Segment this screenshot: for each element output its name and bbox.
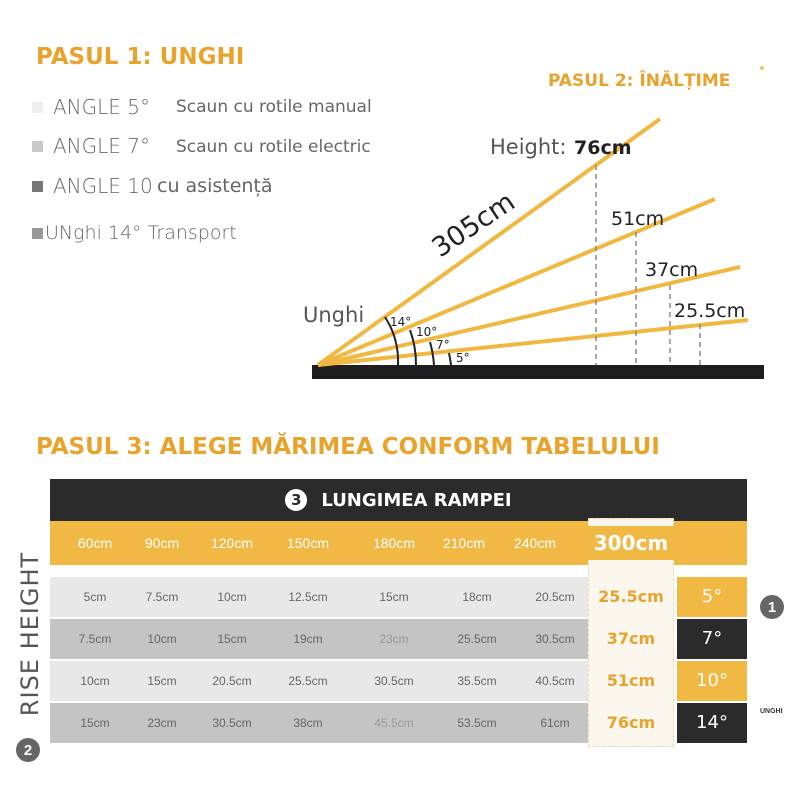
length-cell: 240cm [513,535,557,551]
table-cell: 7.5cm [78,632,112,646]
table-cell: 30.5cm [374,674,414,688]
angle-cell: 5° [677,577,747,617]
highlight-cell: 76cm [606,713,656,732]
table-cell: 35.5cm [457,674,497,688]
angle-14: 14° [390,315,412,329]
table-cell: 10cm [217,590,247,604]
table-cell: 23cm [147,716,177,730]
table-cell: 53.5cm [457,716,497,730]
length-cell: 180cm [372,535,416,551]
table-cell: 30.5cm [212,716,252,730]
angle-cell: 10° [677,661,747,701]
table-cell: 25.5cm [288,674,328,688]
table-cell: 10cm [80,674,110,688]
angle-7: 7° [436,338,450,352]
legend-angle: ANGLE 10 [53,174,153,198]
highlight-cell: 37cm [606,629,656,648]
table-row [50,661,588,701]
angle-cell: 14° [677,703,747,743]
table-row [50,703,588,743]
angle-number-badge: 1 [760,595,784,619]
length-cell: 60cm [77,535,113,551]
table-cell: 45.5cm [374,716,414,730]
ramp-length: 305cm [426,186,521,264]
highlight-length: 300cm [588,526,674,560]
table-cell: 15cm [80,716,110,730]
legend-use: Scaun cu rotile manual [176,97,372,117]
table-cell: 20.5cm [212,674,252,688]
rise-number-badge: 2 [16,738,40,762]
table-cell: 20.5cm [535,590,575,604]
height-37: 37cm [645,259,699,281]
table-cell: 15cm [147,674,177,688]
length-cell: 90cm [144,535,180,551]
step-number-badge: 3 [285,489,307,511]
highlight-cell: 25.5cm [598,587,664,606]
highlight-cell: 51cm [606,671,656,690]
angle-cell: 7° [677,619,747,659]
height-76: 76cm [574,137,632,159]
table-cell: 15cm [217,632,247,646]
table-cell: 5cm [83,590,107,604]
legend-angle: UNghi 14° Transport [45,222,237,244]
ground-bar [312,365,764,379]
table-row [50,619,588,659]
table-header-label: LUNGIMEA RAMPEI [321,489,512,511]
height-51: 51cm [611,208,665,230]
step1-title: PASUL 1: UNGHI [36,44,245,70]
unghi-label: Unghi [303,303,365,327]
table-cell: 15cm [379,590,409,604]
table-cell: 23cm [379,632,409,646]
legend-angle: ANGLE 7° [53,134,151,158]
step2-title: PASUL 2: ÎNĂLȚIME [548,71,731,91]
legend-use: Scaun cu rotile electric [176,137,371,157]
table-header [50,479,747,521]
table-cell: 19cm [293,632,323,646]
length-cell: 150cm [286,535,330,551]
ramp-line-5 [318,320,748,365]
arc-5 [449,353,451,365]
table-row [50,577,588,617]
table-cell: 61cm [540,716,570,730]
rise-height-label: RISE HEIGHT [16,551,44,717]
table-cell: 18cm [462,590,492,604]
table-cell: 38cm [293,716,323,730]
table-cell: 30.5cm [535,632,575,646]
height-25: 25.5cm [674,300,746,322]
unghi-note: UNGHI [760,708,783,715]
step3-title: PASUL 3: ALEGE MĂRIMEA CONFORM TABELULUI [36,434,660,460]
legend-angle: ANGLE 5° [53,95,151,119]
legend-use: cu asistență [157,175,273,197]
table-cell: 7.5cm [145,590,179,604]
angle-5: 5° [456,351,470,365]
length-cell: 210cm [442,535,486,551]
length-cell: 120cm [210,535,254,551]
table-cell: 12.5cm [288,590,328,604]
table-cell: 10cm [147,632,177,646]
angle-10: 10° [416,325,438,339]
table-cell: 25.5cm [457,632,497,646]
height-label: Height: [490,135,567,159]
table-cell: 40.5cm [535,674,575,688]
